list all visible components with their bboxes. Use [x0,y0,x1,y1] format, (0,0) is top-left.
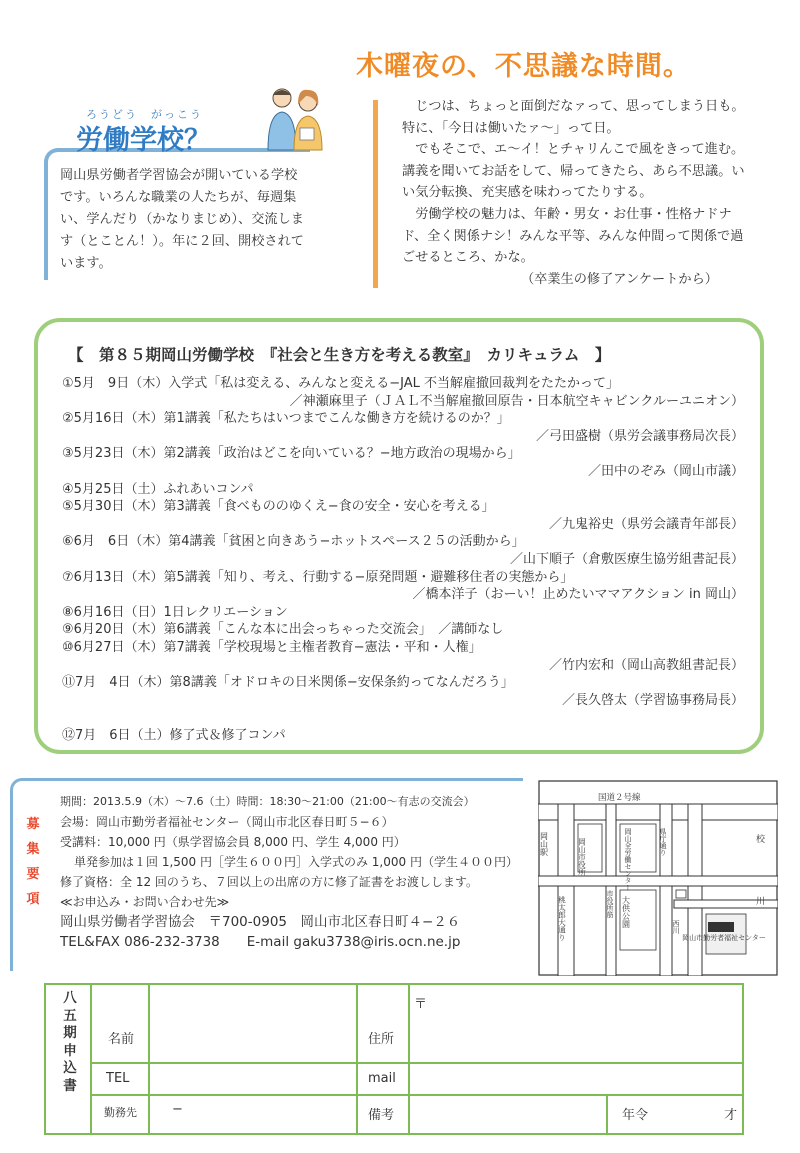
form-age-field[interactable] [660,1098,720,1130]
form-note-label: 備考 [368,1108,395,1123]
form-work-label: 勤務先 [104,1106,137,1119]
curriculum-item: ⑤5月30日（木）第3講義「食べもののゆくえ−食の安全・安心を考える」 [62,499,495,515]
essay-paragraph: 労働学校の魅力は、年齢・男女・お仕事・性格ナドナド、全く関係ナシ！みんな平等、みんな仲間って関係で過ごせるところ、かな。 [402,206,744,266]
form-work-dash: − [172,1102,183,1117]
curriculum-lecturer: ／弓田盛樹（県労会議事務局次長） [535,428,744,444]
map-right-street: 西川 [672,920,680,934]
recruit-line: TEL&FAX 086-232-3738 E-mail gaku3738@iris.ocn.ne.jp [60,934,461,950]
curriculum-title: 【 第８５期岡山労働学校 『社会と生き方を考える教室』 カリキュラム 】 [68,346,611,364]
form-col-divider [408,985,410,1133]
recruit-line: 岡山県労働者学習協会 〒700-0905 岡山市北区春日町４−２６ [60,914,461,930]
map-target-label: 岡山市勤労者福祉センター [682,934,766,942]
essay-paragraph: じつは、ちょっと面倒だなァって、思ってしまう日も。特に、「今日は働いたァ〜」って日。 [402,99,745,136]
recruit-details [60,792,530,952]
people-illustration-icon [262,82,328,152]
application-form-title: 八五期申込書 [63,990,77,1094]
form-row-divider [92,1094,744,1096]
map-mark-kou: 校 [756,835,766,845]
curriculum-list [62,375,752,744]
form-row-divider [92,1062,744,1064]
form-col-divider [148,985,150,1133]
map-station: 岡山駅 [539,832,549,856]
intro-title: 労働学校？ [76,125,211,156]
map-road-left: 市役所筋 [606,890,614,918]
form-col-divider [606,1094,608,1133]
curriculum-lecturer: ／田中のぞみ（岡山市議） [587,463,744,479]
curriculum-item: ④5月25日（土）ふれあいコンパ [62,481,254,497]
form-tel-field[interactable] [152,1066,352,1092]
curriculum-item: ⑫7月 6日（土）修了式＆修了コンパ [62,727,286,743]
curriculum-item: ⑥6月 6日（木）第4講義「貧困と向きあう−ホットスペース２５の活動から」 [62,534,525,550]
curriculum-item: ⑦6月13日（木）第5講義「知り、考え、行動する−原発問題・避難移住者の実態から」 [62,569,574,585]
form-age-unit: 才 [724,1108,738,1123]
map-road-top: 国道２号線 [598,793,641,803]
curriculum-item: ⑪7月 4日（木）第8講義「オドロキの日米関係−安保条約ってなんだろう」 [62,675,514,691]
curriculum-item: ③5月23日（木）第2講義「政治はどこを向いている？−地方政治の現場から」 [62,446,521,462]
form-address-field[interactable] [412,988,740,1060]
map-target-marker [708,922,734,932]
headline: 木曜夜の、不思議な時間。 [356,51,691,82]
intro-ruby: ろうどう がっこう [86,108,203,121]
recruit-line: ≪お申込み・お問い合わせ先≫ [60,895,230,909]
curriculum-lecturer: ／神瀬麻里子（ＪＡＬ不当解雇撤回原告・日本航空キャビンクルーユニオン） [289,393,744,409]
curriculum-item: ⑧6月16日（日）1日レクリエーション [62,604,288,620]
recruit-line: 会場：岡山市勤労者福祉センター（岡山市北区春日町５−６） [60,815,394,829]
form-col-divider [356,985,358,1133]
map-okayama-center: 岡山全労働センター [624,828,632,891]
map-park: 大供公園 [621,896,631,928]
map-mark-kawa: 川 [756,897,766,907]
curriculum-lecturer: ／九鬼裕史（県労会議青年部長） [548,516,744,532]
recruit-line: 単発参加は１回 1,500 円［学生６００円］入学式のみ 1,000 円（学生４００円） [74,855,518,869]
recruit-badge-char: 要 [26,867,40,882]
form-name-label: 名前 [108,1032,135,1047]
form-note-field[interactable] [412,1098,602,1130]
access-map [538,780,778,976]
recruit-line: 受講料：10,000 円（県学習協会員 8,000 円、学生 4,000 円） [60,835,406,849]
form-mail-label: mail [368,1071,396,1086]
curriculum-lecturer: ／竹内宏和（岡山高教組書記長） [548,657,744,673]
form-name-field[interactable] [152,990,352,1060]
essay [402,96,748,290]
curriculum-item: ⑩6月27日（木）第7講義「学校現場と主権者教育−憲法・平和・人権」 [62,639,482,655]
intro-text: 岡山県労働者学習協会が開いている学校です。いろんな職業の人たちが、毎週集い、学んだり（かなりまじめ）、交流します（とことん！）。年に２回、開校されています。 [60,168,304,271]
form-postal-mark: 〒 [414,997,428,1012]
form-mail-field[interactable] [412,1066,740,1092]
curriculum-lecturer: ／橋本洋子（おーい！止めたいママアクション in 岡山） [412,587,744,603]
recruit-badge-char: 項 [26,892,40,907]
essay-source: （卒業生の修了アンケートから） [520,271,718,287]
map-left-street: 桃太郎大通り [557,896,567,941]
map-road-right: 県庁通り [659,828,667,856]
curriculum-spacer [62,709,752,727]
form-address-label: 住所 [368,1032,395,1047]
recruit-badge [18,812,48,912]
form-tel-label: TEL [106,1071,130,1086]
recruit-badge-char: 集 [26,842,40,857]
headline-accent-bar [373,100,378,288]
curriculum-lecturer: ／長久啓太（学習協事務局長） [561,692,744,708]
essay-paragraph: でもそこで、エ〜イ！とチャリんこで風をきって進む。講義を聞いてお話をして、帰ってきたら、あら不思議。いい気分転換、充実感を味わってたりする。 [402,142,745,201]
recruit-line: 期間：2013.5.9（木）〜7.6（土）時間：18:30〜21:00（21:00〜有志の交流会） [60,795,475,808]
map-city-hall: 岡山市役所 [577,838,587,876]
curriculum-item: ②5月16日（木）第1講義「私たちはいつまでこんな働き方を続けるのか？」 [62,411,510,427]
form-age-label: 年令 [622,1108,649,1123]
curriculum-lecturer: ／山下順子（倉敷医療生協労組書記長） [509,551,744,567]
recruit-line: 修了資格：全 12 回のうち、７回以上の出席の方に修了証書をお渡しします。 [60,875,478,889]
curriculum-item: ⑨6月20日（木）第6講義「こんな本に出会っちゃった交流会」 ／講師なし [62,622,504,638]
curriculum-item: ①5月 9日（木）入学式「私は変える、みんなと変える−JAL 不当解雇撤回裁判をたたかって」 [62,376,619,391]
form-work-field[interactable] [152,1098,352,1130]
recruit-badge-char: 募 [26,817,40,832]
